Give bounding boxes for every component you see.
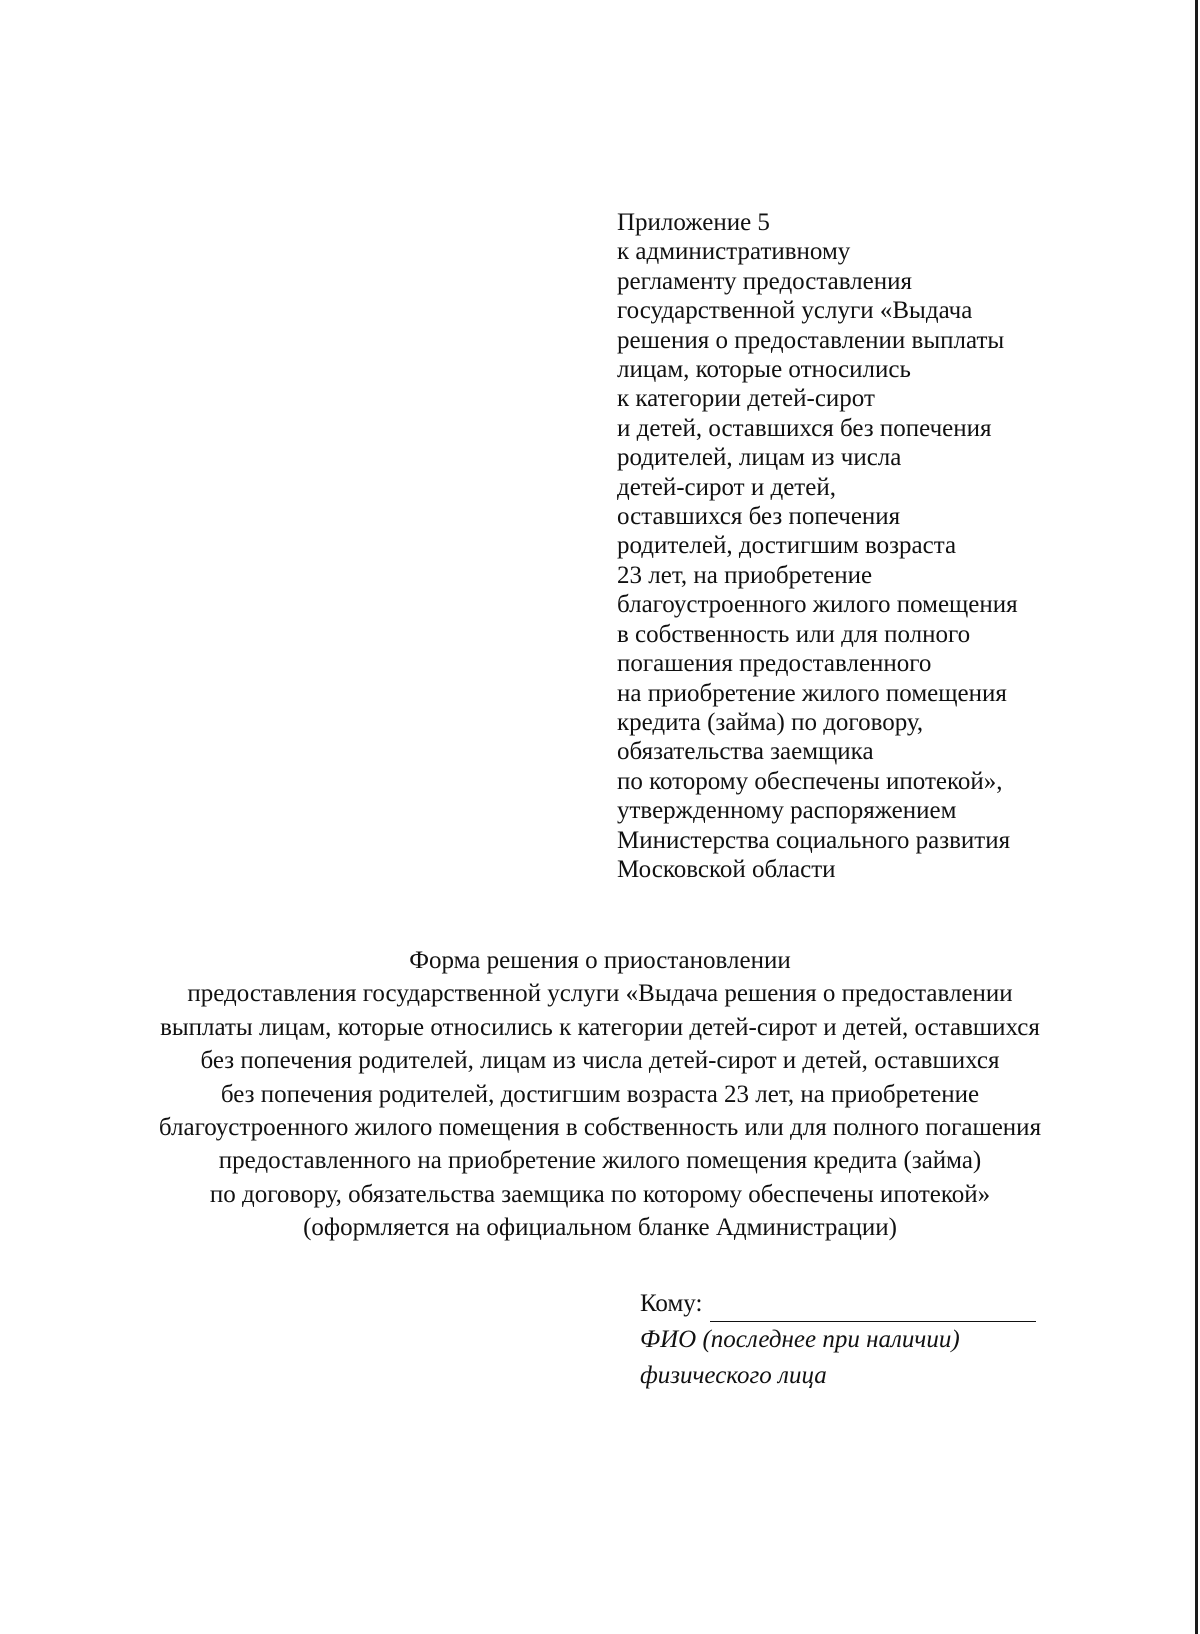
form-title-line: без попечения родителей, лицам из числа детей-сирот и детей, оставшихся <box>200 1047 1000 1075</box>
appendix-line: 23 лет, на приобретение <box>617 561 873 589</box>
form-title-line: по договору, обязательства заемщика по которому обеспечены ипотекой» <box>209 1180 991 1208</box>
form-title-line: Форма решения о приостановлении <box>409 947 791 974</box>
form-title-line: (оформляется на официальном бланке Администрации) <box>303 1214 897 1242</box>
recipient-hint-line: физического лица <box>640 1362 827 1389</box>
appendix-line: детей-сирот и детей, <box>617 473 836 501</box>
recipient-block <box>640 1286 1080 1394</box>
form-title <box>100 944 1100 1245</box>
appendix-line: родителей, лицам из числа <box>617 444 902 472</box>
appendix-line: к административному <box>617 238 851 266</box>
appendix-line: Московской области <box>617 855 836 883</box>
form-title-line: предоставления государственной услуги «Выдача решения о предоставлении <box>187 980 1013 1008</box>
appendix-line: регламенту предоставления <box>617 267 913 295</box>
appendix-line: государственной услуги «Выдача <box>617 297 973 325</box>
recipient-hint-line: ФИО (последнее при наличии) <box>640 1326 960 1353</box>
appendix-line: обязательства заемщика <box>617 738 874 766</box>
appendix-line: решения о предоставлении выплаты <box>617 326 1005 354</box>
appendix-header <box>617 208 1097 884</box>
appendix-line: Министерства социального развития <box>617 826 1011 854</box>
appendix-line: в собственность или для полного <box>617 620 971 648</box>
page-edge-line <box>1195 0 1198 1634</box>
appendix-line: Приложение 5 <box>617 209 770 236</box>
appendix-line: благоустроенного жилого помещения <box>617 591 1018 619</box>
form-title-line: без попечения родителей, достигшим возраста 23 лет, на приобретение <box>220 1080 980 1108</box>
appendix-line: оставшихся без попечения <box>617 503 901 531</box>
recipient-label: Кому: <box>640 1290 703 1317</box>
appendix-line: по которому обеспечены ипотекой», <box>617 767 1003 795</box>
form-title-line: выплаты лицам, которые относились к категории детей-сирот и детей, оставшихся <box>160 1013 1040 1041</box>
appendix-line: к категории детей-сирот <box>617 385 875 413</box>
appendix-line: утвержденному распоряжением <box>617 797 957 825</box>
appendix-line: и детей, оставшихся без попечения <box>617 414 992 442</box>
form-title-line: благоустроенного жилого помещения в собственность или для полного погашения <box>158 1114 1042 1142</box>
appendix-line: родителей, достигшим возраста <box>617 532 957 560</box>
appendix-line: лицам, которые относились <box>617 356 911 384</box>
appendix-line: на приобретение жилого помещения <box>617 679 1007 707</box>
appendix-line: кредита (займа) по договору, <box>617 708 924 736</box>
form-title-line: предоставленного на приобретение жилого помещения кредита (займа) <box>218 1147 982 1175</box>
recipient-name-blank[interactable] <box>710 1295 1036 1322</box>
recipient-row <box>640 1286 1080 1322</box>
appendix-line: погашения предоставленного <box>617 650 932 678</box>
